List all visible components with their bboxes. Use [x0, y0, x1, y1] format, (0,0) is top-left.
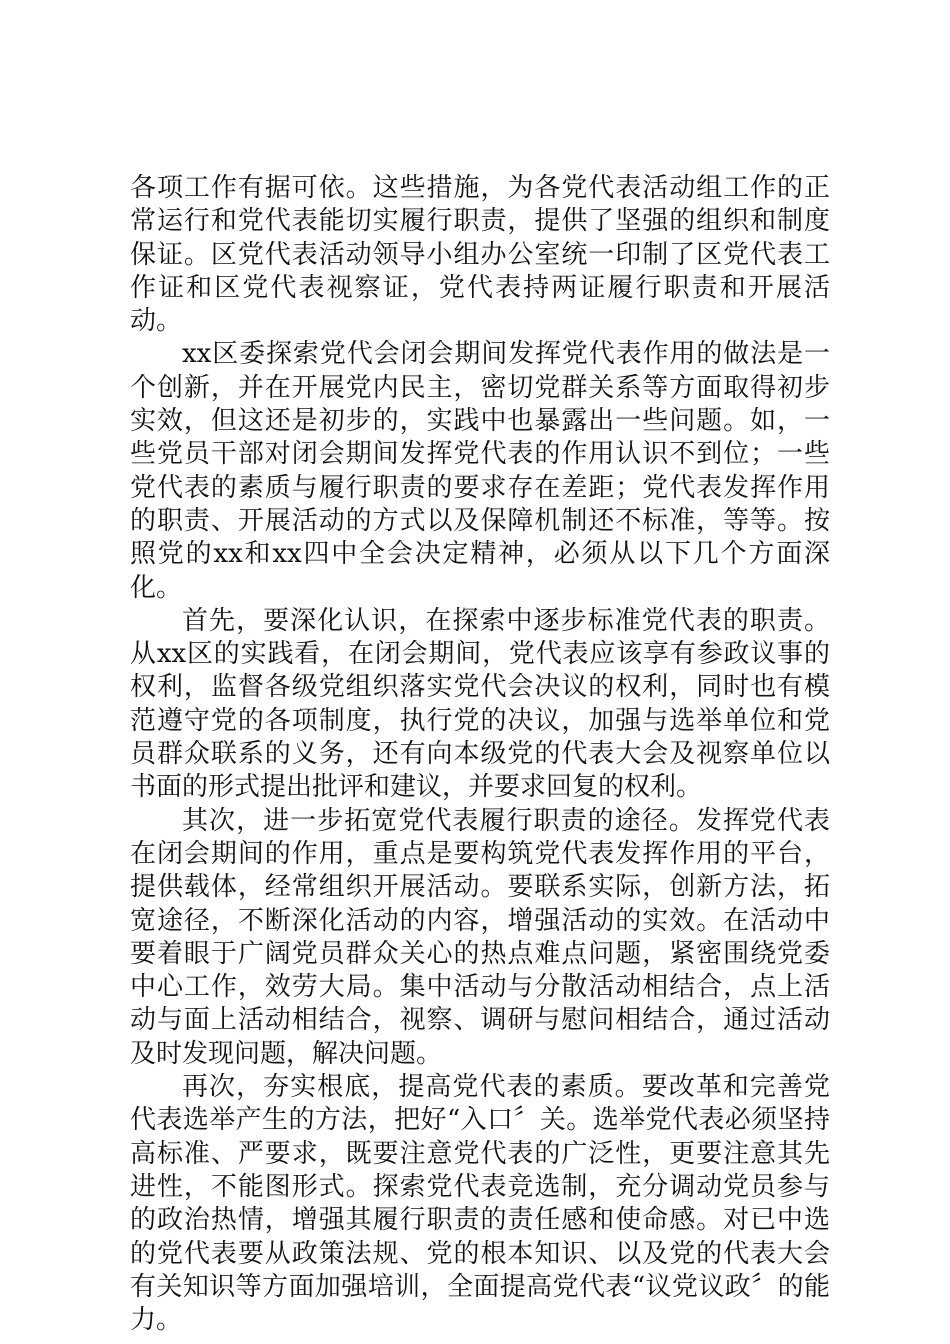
paragraph-first-measure: 首先，要深化认识，在探索中逐步标准党代表的职责。从xx区的实践看，在闭会期间，党代表应该享有参政议事的权利，监督各级党组织落实党代会决议的权利，同时也有模范遵守党的各项制度，执行党的决议，加强与选举单位和党员群众联系的义务，还有向本级党的代表大会及视察单位以书面的形式提出批评和建议，并要求回复的权利。	[130, 605, 830, 803]
document-body	[130, 172, 830, 1337]
paragraph-second-measure: 其次，进一步拓宽党代表履行职责的途径。发挥党代表在闭会期间的作用，重点是要构筑党代表发挥作用的平台，提供载体，经常组织开展活动。要联系实际，创新方法，拓宽途径，不断深化活动的内容，增强活动的实效。在活动中要着眼于广阔党员群众关心的热点难点问题，紧密围绕党委中心工作，效劳大局。集中活动与分散活动相结合，点上活动与面上活动相结合，视察、调研与慰问相结合，通过活动及时发现问题，解决问题。	[130, 805, 830, 1069]
paragraph-continuation: 各项工作有据可依。这些措施，为各党代表活动组工作的正常运行和党代表能切实履行职责，提供了坚强的组织和制度保证。区党代表活动领导小组办公室统一印制了区党代表工作证和区党代表视察证，党代表持两证履行职责和开展活动。	[130, 173, 830, 337]
paragraph-overview: xx区委探索党代会闭会期间发挥党代表作用的做法是一个创新，并在开展党内民主，密切党群关系等方面取得初步实效，但这还是初步的，实践中也暴露出一些问题。如，一些党员干部对闭会期间发挥党代表的作用认识不到位；一些党代表的素质与履行职责的要求存在差距；党代表发挥作用的职责、开展活动的方式以及保障机制还不标准，等等。按照党的xx和xx四中全会决定精神，必须从以下几个方面深化。	[130, 339, 830, 603]
paragraph-third-measure: 再次，夯实根底，提高党代表的素质。要改革和完善党代表选举产生的方法，把好“入口〞关。选举党代表必须坚持高标准、严要求，既要注意党代表的广泛性，更要注意其先进性，不能图形式。探索党代表竞选制，充分调动党员参与的政治热情，增强其履行职责的责任感和使命感。对已中选的党代表要从政策法规、党的根本知识、以及党的代表大会有关知识等方面加强培训，全面提高党代表“议党议政〞的能力。	[130, 1072, 830, 1336]
